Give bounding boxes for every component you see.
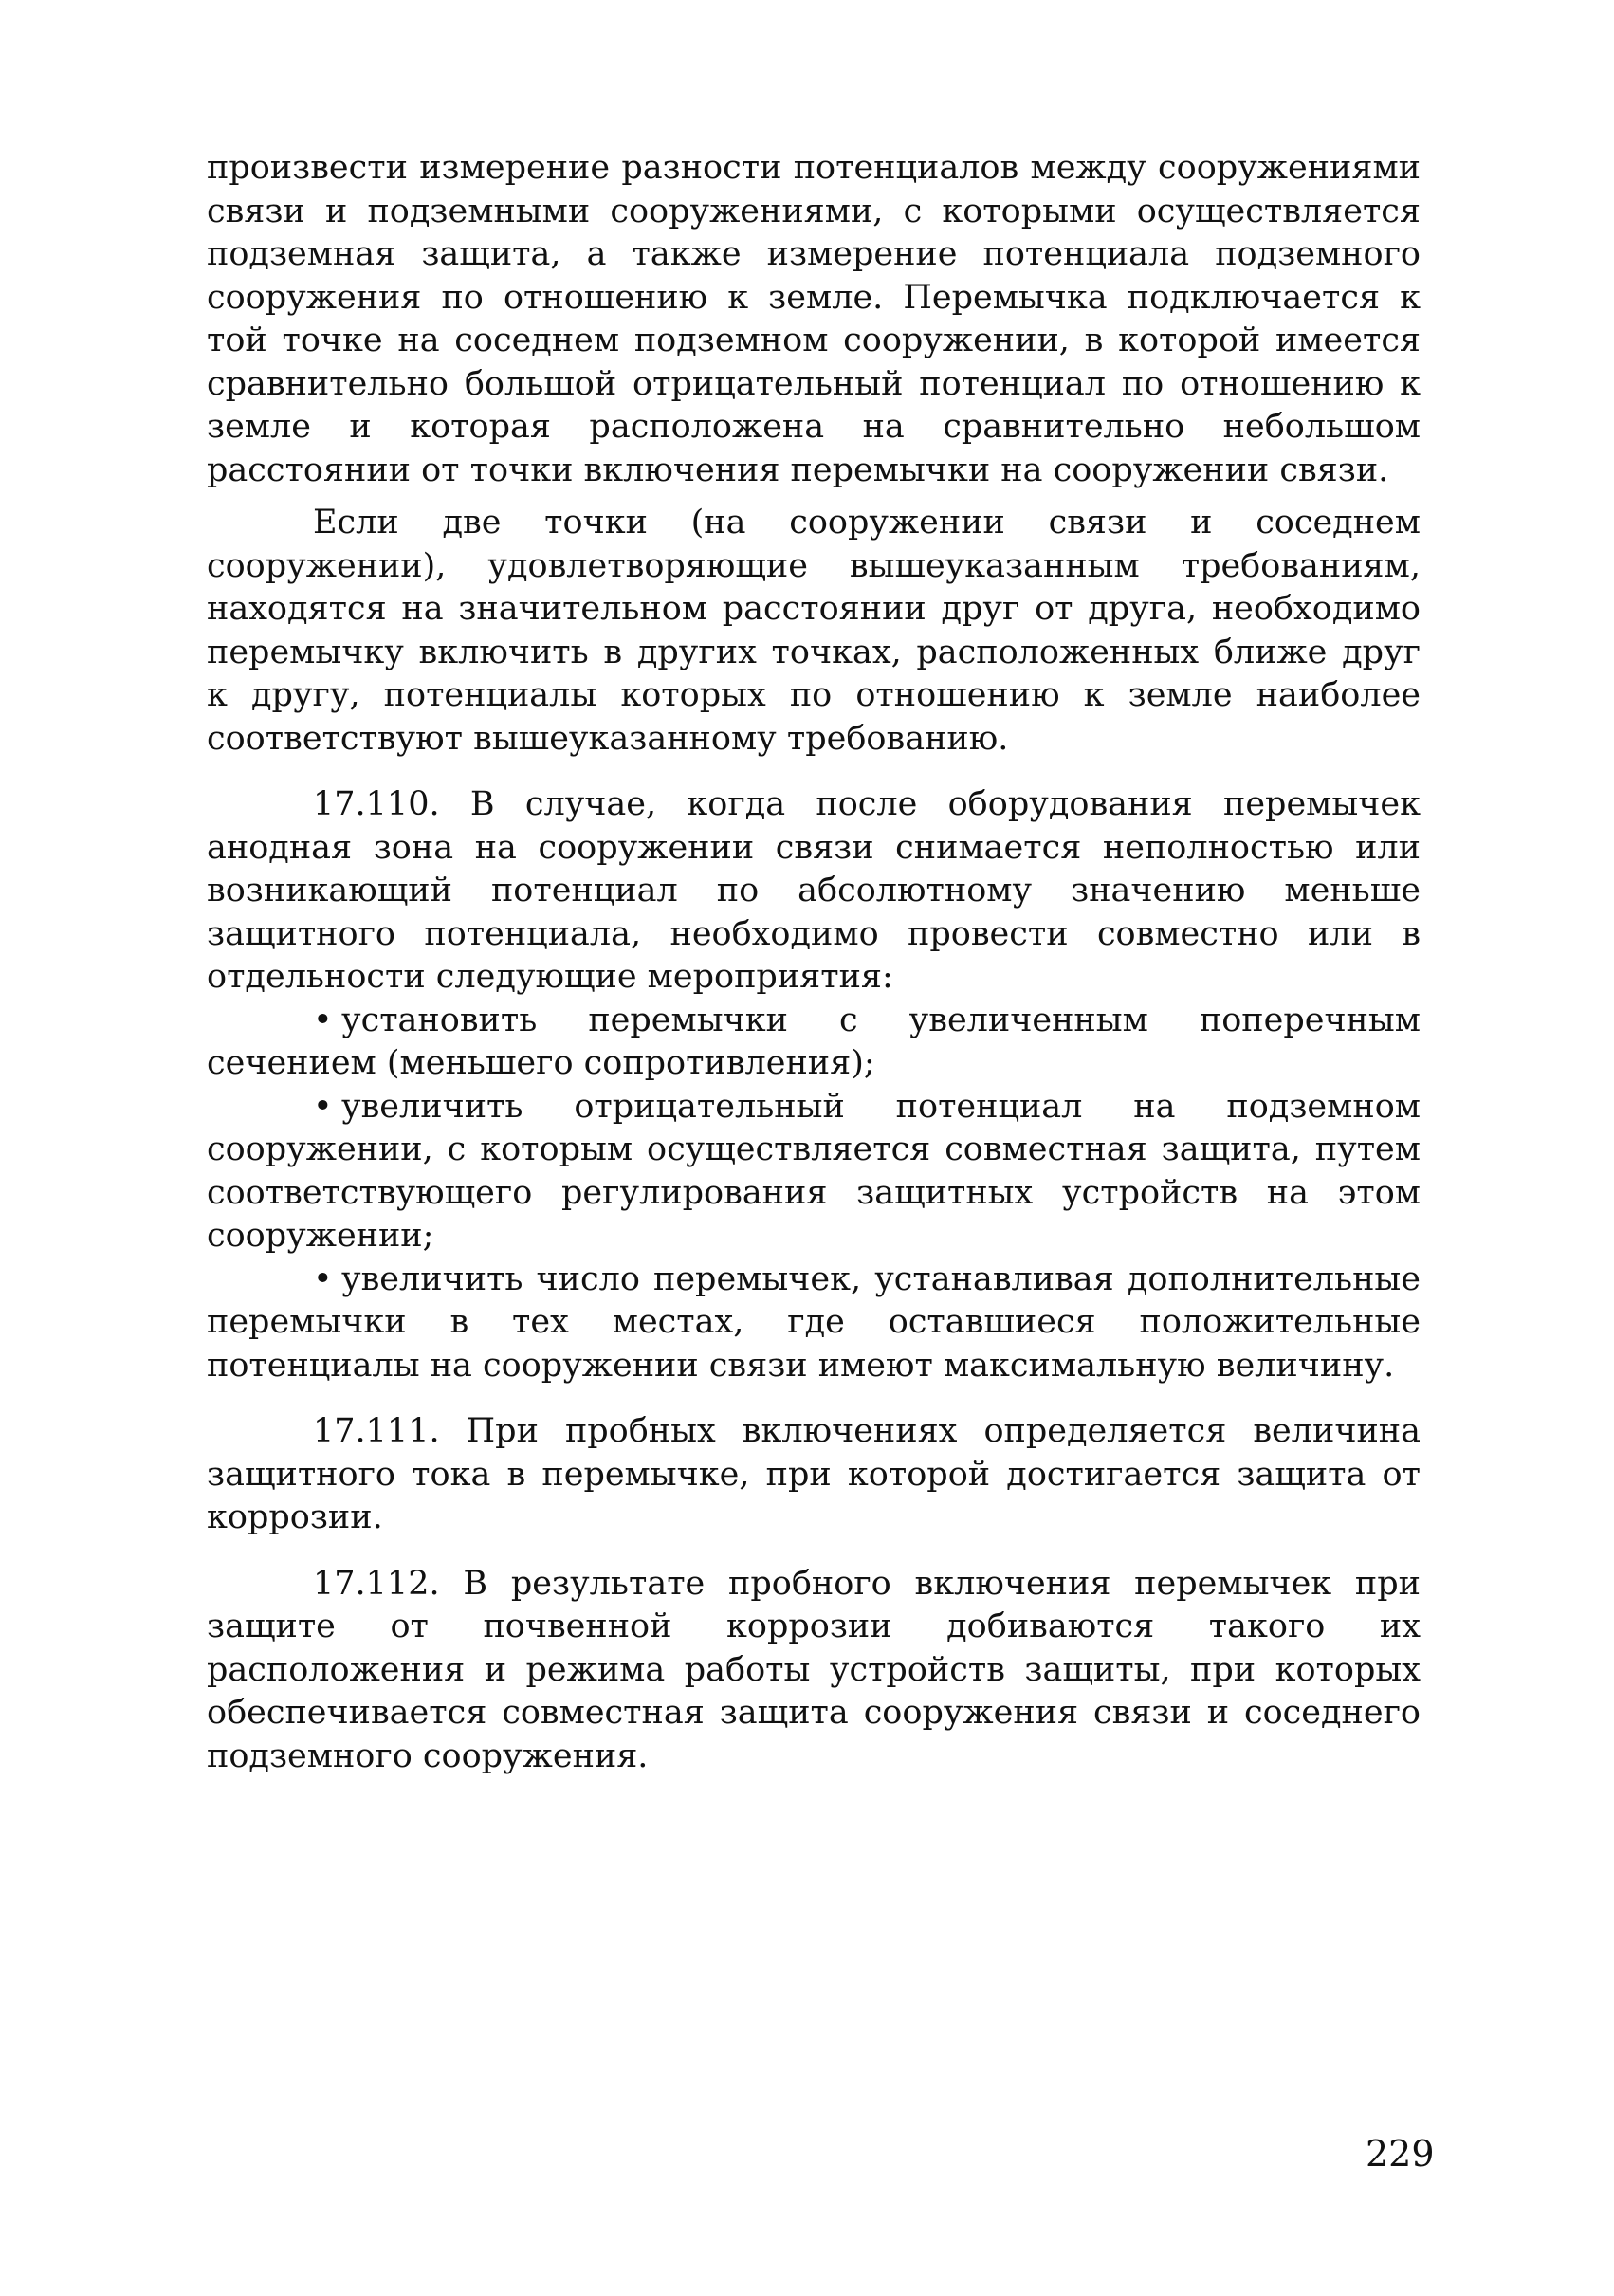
bullet-text: увеличить отрицательный потенциал на подземном сооружении, с которым осуществляется совместная защита, путем соответствующего регулирования защитных устройств на этом сооружении; bbox=[207, 1087, 1421, 1255]
document-page bbox=[207, 147, 1421, 1778]
bullet-text: увеличить число перемычек, устанавливая дополнительные перемычки в тех местах, где оставшиеся положительные потенциалы на сооружении связи имеют максимальную величину. bbox=[207, 1259, 1421, 1385]
bullet-icon: • bbox=[313, 1259, 333, 1298]
paragraph-17-112: 17.112. В результате пробного включения перемычек при защите от почвенной коррозии добиваются такого их расположения и режима работы устройств защиты, при которых обеспечивается совместная защита сооружения связи и соседнего подземного сооружения. bbox=[207, 1564, 1421, 1775]
paragraph-continuation: произвести измерение разности потенциалов между сооружениями связи и подземными сооружениями, с которыми осуществляется подземная защита, а также измерение потенциала подземного сооружения по отношению к земле. Перемычка подключается к той точке на соседнем подземном сооружении, в которой имеется сравнительно большой отрицательный потенциал по отношению к земле и которая расположена на сравнительно небольшом расстоянии от точки включения перемычки на сооружении связи. bbox=[207, 149, 1421, 489]
bullet-item bbox=[207, 1258, 1421, 1388]
paragraph-17-110: 17.110. В случае, когда после оборудования перемычек анодная зона на сооружении связи снимается неполностью или возникающий потенциал по абсолютному значению меньше защитного потенциала, необходимо провести совместно или в отдельности следующие мероприятия: bbox=[207, 785, 1421, 996]
page-number: 229 bbox=[1366, 2133, 1435, 2175]
bullet-item bbox=[207, 1086, 1421, 1258]
bullet-item bbox=[207, 1000, 1421, 1086]
bullet-icon: • bbox=[313, 1001, 333, 1039]
bullet-text: установить перемычки с увеличенным поперечным сечением (меньшего сопротивления); bbox=[207, 1001, 1421, 1082]
bullet-icon: • bbox=[313, 1087, 333, 1126]
paragraph-two-points: Если две точки (на сооружении связи и соседнем сооружении), удовлетворяющие вышеуказанным требованиям, находятся на значительном расстоянии друг от друга, необходимо перемычку включить в других точках, расположенных ближе друг к другу, потенциалы которых по отношению к земле наиболее соответствуют вышеуказанному требованию. bbox=[207, 504, 1421, 758]
paragraph-17-111: 17.111. При пробных включениях определяется величина защитного тока в перемычке, при которой достигается защита от коррозии. bbox=[207, 1412, 1421, 1536]
